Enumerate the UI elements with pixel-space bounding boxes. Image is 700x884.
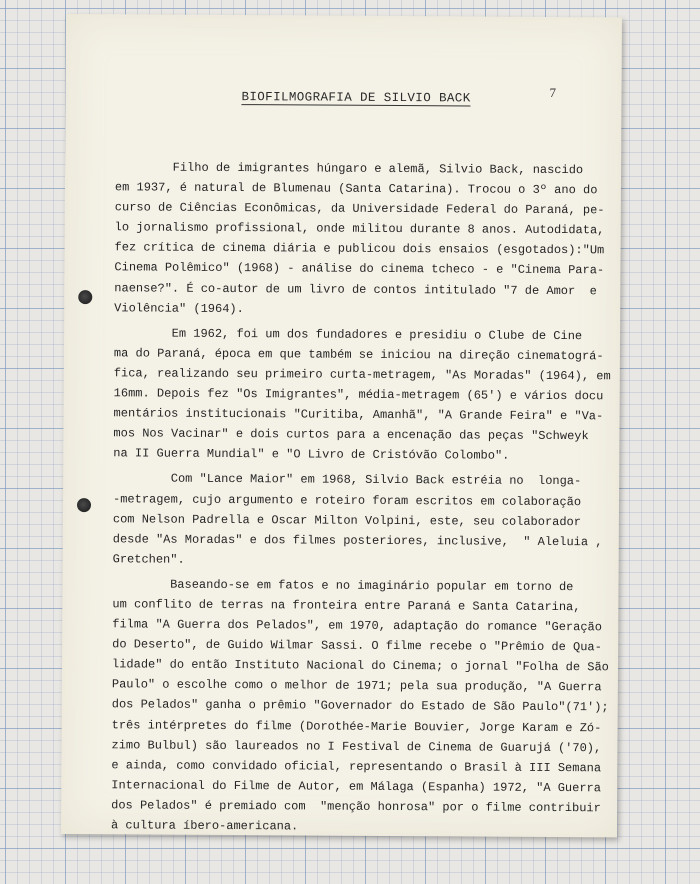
text-line: desde "As Moradas" e dos filmes posteriores, inclusive, " Aleluia , xyxy=(112,531,603,549)
text-line: fez crítica de cinema diária e publicou dois ensaios (esgotados):"Um xyxy=(114,240,605,258)
text-line: filma "A Guerra dos Pelados", em 1970, adaptação do romance "Geração xyxy=(112,617,602,635)
text-line: ma do Paraná, época em que também se iniciou na direção cinematográ- xyxy=(113,346,604,364)
text-line: em 1937, é natural de Blumenau (Santa Catarina). Trocou o 3º ano do xyxy=(114,180,598,198)
text-line: lidade" do então Instituto Nacional do Cinema; o jornal "Folha de São xyxy=(111,657,609,675)
page-number: 7 xyxy=(549,84,557,100)
text-line: Em 1962, foi um dos fundadores e presidiu o Clube de Cine xyxy=(114,326,583,343)
document-title: BIOFILMOGRAFIA DE SILVIO BACK xyxy=(241,90,471,106)
text-line: fica, realizando seu primeiro curta-metragem, "As Moradas" (1964), em xyxy=(113,366,611,384)
text-line: lo jornalismo profissional, onde militou durante 8 anos. Autodidata, xyxy=(114,220,605,238)
punch-hole xyxy=(78,290,92,304)
text-line: do Deserto", de Guido Wilmar Sassi. O filme recebe o "Prêmio de Qua- xyxy=(112,637,602,655)
text-line: três intérpretes do filme (Dorothée-Marie Bouvier, Jorge Karam e Zó- xyxy=(111,717,602,735)
text-line: -metragem, cujo argumento e roteiro foram escritos em colaboração xyxy=(112,491,582,509)
text-line: naense?". É co-autor de um livro de contos intitulado "7 de Amor e xyxy=(114,280,597,298)
text-line: Violência" (1964). xyxy=(114,300,244,316)
text-line: Com "Lance Maior" em 1968, Silvio Back estréia no longa- xyxy=(113,471,582,489)
text-line: Baseando-se em fatos e no imaginário popular em torno de xyxy=(112,577,574,594)
text-line: dos Pelados" é premiado com "menção honrosa" por o filme contribuir xyxy=(111,798,601,816)
typewritten-page xyxy=(61,14,622,837)
text-line: um conflito de terras na fronteira entre Paraná e Santa Catarina, xyxy=(112,597,581,615)
text-line: curso de Ciências Econômicas, da Universidade Federal do Paraná, pe- xyxy=(114,200,605,218)
text-line: Internacional do Filme de Autor, em Málaga (Espanha) 1972, "A Guerra xyxy=(111,778,602,796)
text-line: Cinema Polêmico" (1968) - análise do cinema tcheco - e "Cinema Para- xyxy=(114,260,605,278)
text-line: 16mm. Depois fez "Os Imigrantes", média-metragem (65') e vários docu xyxy=(113,386,604,404)
text-line: mentários institucionais "Curitiba, Amanhã", "A Grande Feira" e "Va- xyxy=(113,406,604,424)
text-line: zimo Bulbul) são laureados no I Festival de Cinema de Guarujá ('70), xyxy=(111,737,602,755)
text-line: à cultura íbero-americana. xyxy=(111,818,299,834)
text-line: com Nelson Padrella e Oscar Milton Volpini, este, seu colaborador xyxy=(112,511,582,529)
document-body xyxy=(111,157,615,838)
text-line: Gretchen". xyxy=(112,552,185,567)
text-line: mos Nos Vacinar" e dois curtos para a encenação das peças "Schweyk xyxy=(113,426,589,444)
text-line: Filho de imigrantes húngaro e alemã, Silvio Back, nascido xyxy=(115,160,584,178)
text-line: na II Guerra Mundial" e "O Livro de Cristóvão Colombo". xyxy=(113,446,510,464)
text-line: dos Pelados" ganha o prêmio "Governador do Estado de São Paulo"(71'); xyxy=(111,697,609,715)
punch-hole xyxy=(77,498,91,512)
text-line: Paulo" o escolhe como o melhor de 1971; pela sua produção, "A Guerra xyxy=(111,677,602,695)
text-line: e ainda, como convidado oficial, representando o Brasil à III Semana xyxy=(111,758,602,776)
